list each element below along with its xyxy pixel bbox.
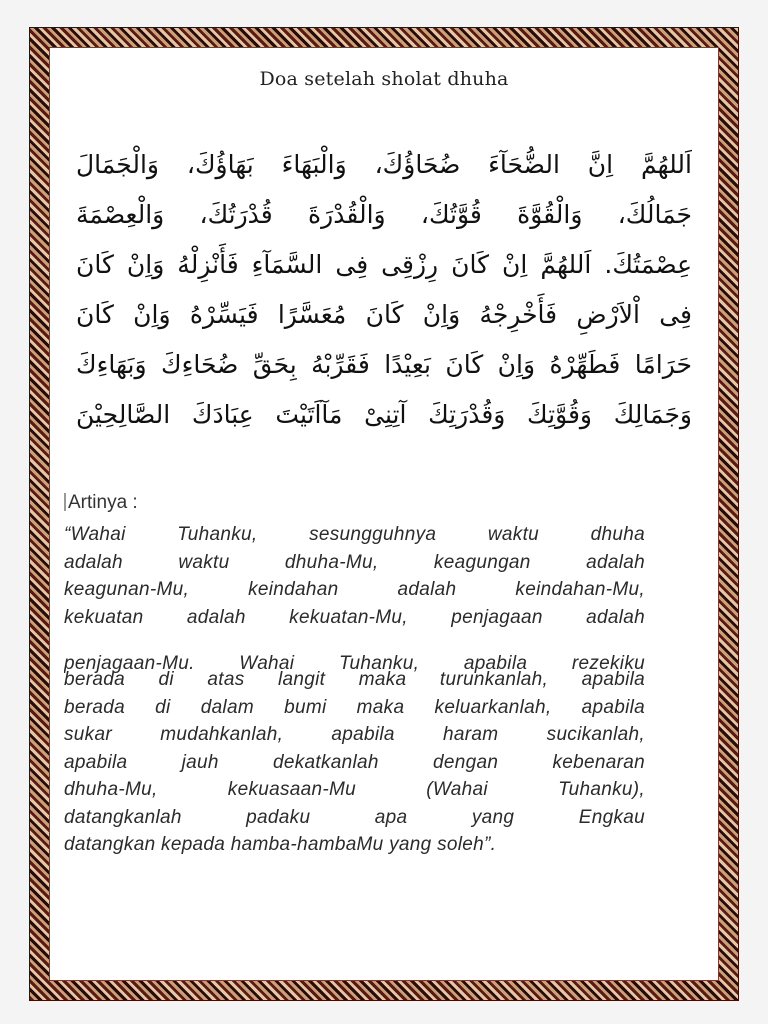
- page-title: Doa setelah sholat dhuha: [259, 68, 509, 90]
- translation-overlap-line: penjagaan-Mu. Wahai Tuhanku, apabila rezekiku: [64, 653, 645, 674]
- arabic-line: عِصْمَتُكَ. اَللهُمَّ اِنْ كَانَ رِزْقِى فِى السَّمَآءِ فَأَنْزِلْهُ وَاِنْ كَانَ: [76, 250, 692, 279]
- arabic-prayer-text: [76, 140, 692, 440]
- translation-line: berada di atas langit maka turunkanlah, apabila: [64, 669, 645, 690]
- translation-line: dhuha-Mu, kekuasaan-Mu (Wahai Tuhanku),: [64, 779, 645, 800]
- translation-text-top: [64, 521, 645, 631]
- translation-line: sukar mudahkanlah, apabila haram sucikanlah,: [64, 724, 645, 745]
- translation-label: Artinya :: [64, 492, 138, 514]
- translation-line: datangkanlah padaku apa yang Engkau: [64, 806, 645, 828]
- translation-line: apabila jauh dekatkanlah dengan kebenaran: [64, 751, 645, 773]
- translation-line: datangkan kepada hamba-hambaMu yang soleh”.: [64, 834, 497, 855]
- arabic-line: وَجَمَالِكَ وَقُوَّتِكَ وَقُدْرَتِكَ آتِنِىْ مَآاَتَيْتَ عِبَادَكَ الصَّالِحِيْنَ: [76, 400, 692, 429]
- arabic-line: فِى اْلاَرْضِ فَأَخْرِجْهُ وَاِنْ كَانَ مُعَسَّرًا فَيَسِّرْهُ وَاِنْ كَانَ: [76, 300, 692, 329]
- translation-line: berada di dalam bumi maka keluarkanlah, apabila: [64, 696, 645, 718]
- translation-line: kekuatan adalah kekuatan-Mu, penjagaan adalah: [64, 606, 645, 628]
- translation-line: adalah waktu dhuha-Mu, keagungan adalah: [64, 551, 645, 573]
- translation-line: keagunan-Mu, keindahan adalah keindahan-Mu,: [64, 579, 645, 600]
- translation-text-bottom: [64, 666, 645, 859]
- translation-line: “Wahai Tuhanku, sesungguhnya waktu dhuha: [64, 524, 645, 545]
- arabic-line: حَرَامًا فَطَهِّرْهُ وَاِنْ كَانَ بَعِيْدًا فَقَرِّبْهُ بِحَقِّ ضُحَاءِكَ وَبَهَاءِكَ: [76, 350, 692, 379]
- arabic-line: جَمَالُكَ، وَالْقُوَّةَ قُوَّتُكَ، وَالْقُدْرَةَ قُدْرَتُكَ، وَالْعِصْمَةَ: [76, 200, 692, 229]
- arabic-line: اَللهُمَّ اِنَّ الضُّحَآءَ ضُحَاؤُكَ، وَالْبَهَاءَ بَهَاؤُكَ، وَالْجَمَالَ: [76, 150, 692, 179]
